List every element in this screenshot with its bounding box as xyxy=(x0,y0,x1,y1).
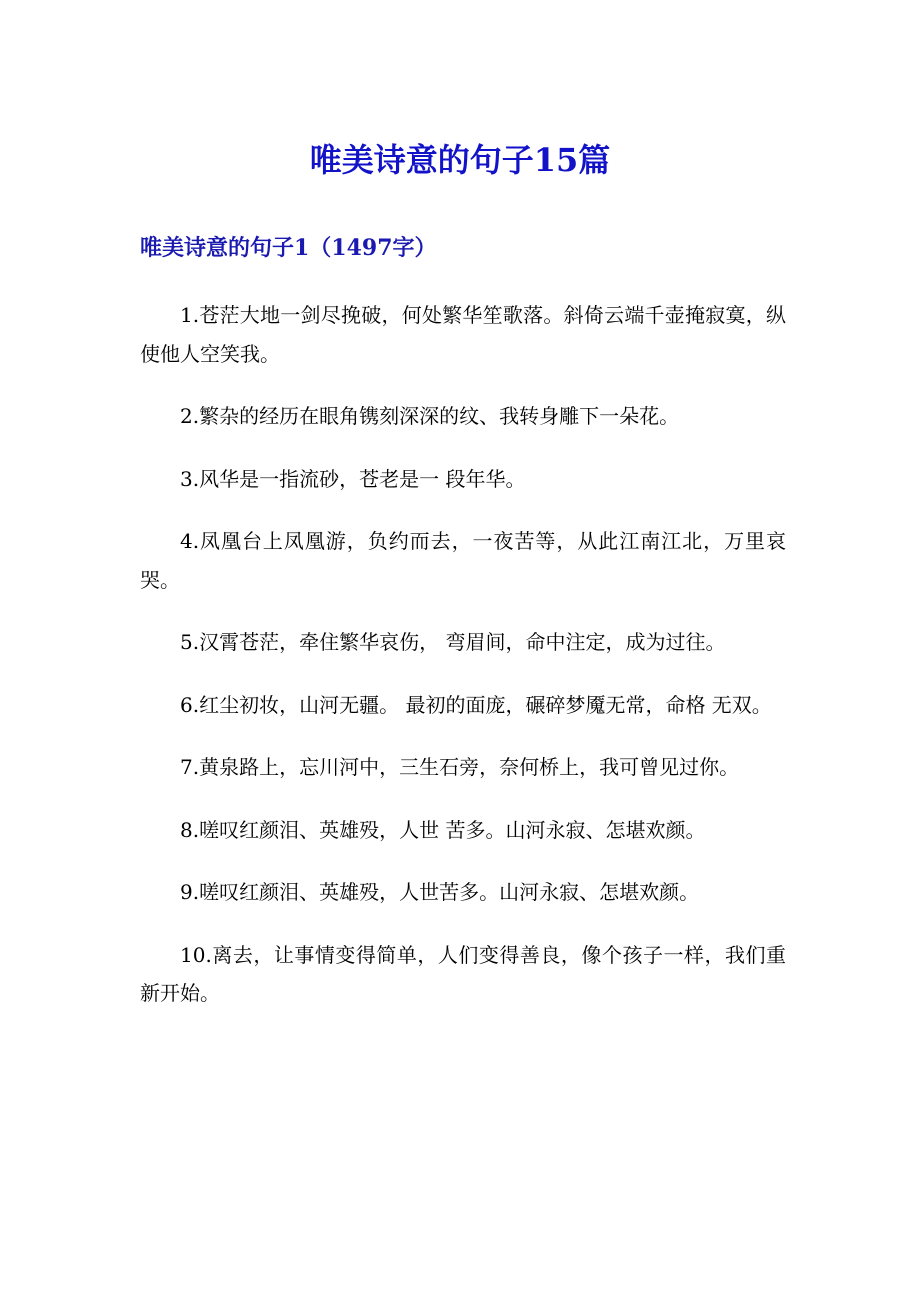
paragraph-8: 8.嗟叹红颜泪、英雄殁，人世 苦多。山河永寂、怎堪欢颜。 xyxy=(180,817,706,842)
paragraph-4: 4.凤凰台上凤凰游，负约而去，一夜苦等，从此江南江北，万里哀哭。 xyxy=(140,529,786,592)
document-title: 唯美诗意的句子15篇 xyxy=(309,141,611,179)
paragraph-9: 9.嗟叹红颜泪、英雄殁，人世苦多。山河永寂、怎堪欢颜。 xyxy=(180,880,700,904)
paragraph-7: 7.黄泉路上，忘川河中，三生石旁，奈何桥上，我可曾见过你。 xyxy=(180,755,740,779)
paragraph-1: 1.苍茫大地一剑尽挽破，何处繁华笙歌落。斜倚云端千壶掩寂寞，纵使他人空笑我。 xyxy=(140,303,786,366)
paragraph-10: 10.离去，让事情变得简单，人们变得善良，像个孩子一样，我们重新开始。 xyxy=(140,942,786,1005)
paragraph-3: 3.风华是一指流砂，苍老是一 段年华。 xyxy=(180,466,526,491)
paragraph-6: 6.红尘初妆，山河无疆。 最初的面庞，碾碎梦魇无常，命格 无双。 xyxy=(180,692,772,717)
paragraph-5: 5.汉霄苍茫，牵住繁华哀伤， 弯眉间，命中注定，成为过往。 xyxy=(180,630,726,654)
section-heading: 唯美诗意的句子1（1497字） xyxy=(140,235,437,261)
body-text xyxy=(140,296,786,1037)
paragraph-2: 2.繁杂的经历在眼角镌刻深深的纹、我转身雕下一朵花。 xyxy=(180,404,680,428)
